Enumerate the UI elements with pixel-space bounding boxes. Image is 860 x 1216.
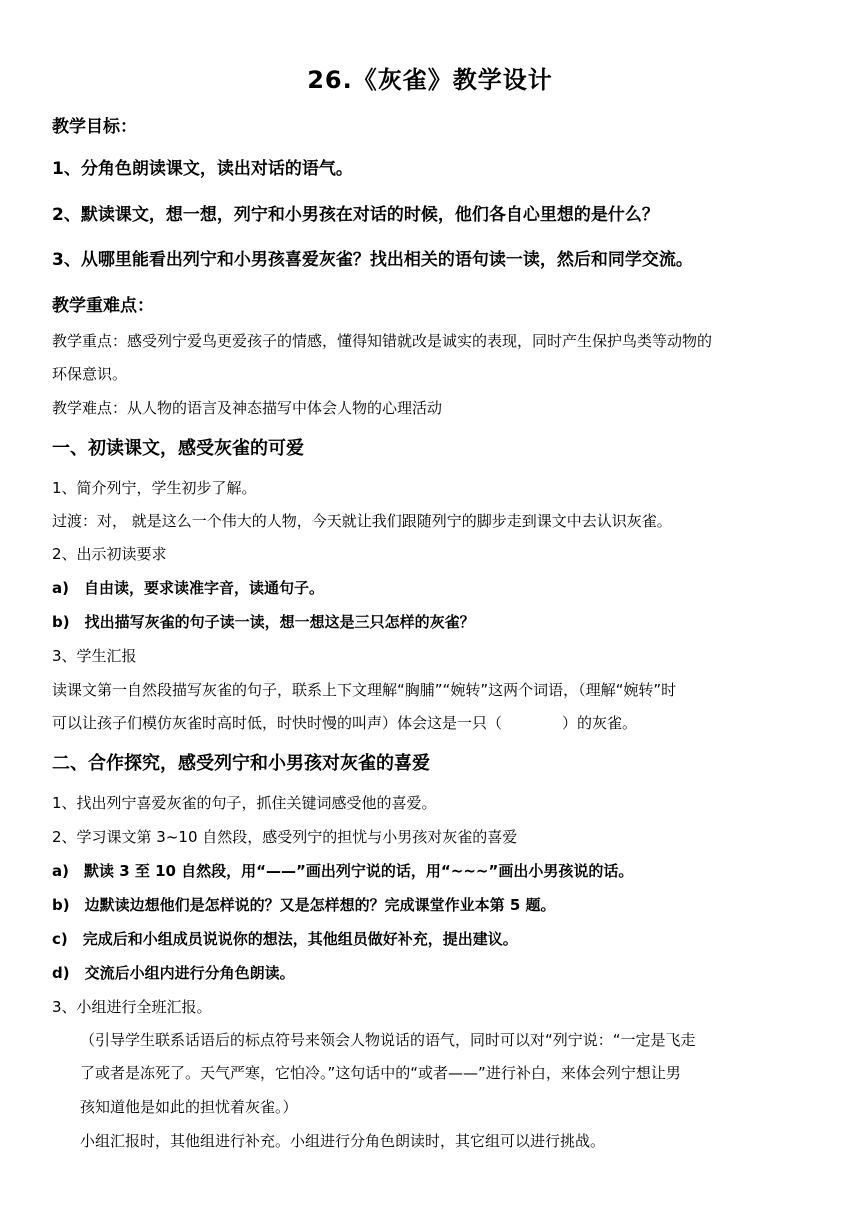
section-2-guide-line-3: 孩知道他是如此的担忧着灰雀。） <box>80 1098 298 1116</box>
section-2-sub-b: b) 边默读边想他们是怎样说的？又是怎样想的？完成课堂作业本第 5 题。 <box>52 896 556 914</box>
key-point-1-cont: 环保意识。 <box>52 365 128 383</box>
section-2-heading: 二、合作探究，感受列宁和小男孩对灰雀的喜爱 <box>52 753 430 774</box>
section-1-sub-a: a) 自由读，要求读准字音，读通句子。 <box>52 579 324 597</box>
section-2-guide-line-1: （引导学生联系话语后的标点符号来领会人物说话的语气，同时可以对“列宁说：“一定是飞走 <box>80 1031 696 1049</box>
objective-2: 2、默读课文，想一想，列宁和小男孩在对话的时候，他们各自心里想的是什么？ <box>52 205 659 225</box>
section-2-item-3: 3、小组进行全班汇报。 <box>52 998 212 1016</box>
section-2-item-1: 1、找出列宁喜爱灰雀的句子，抓住关键词感受他的喜爱。 <box>52 794 437 812</box>
key-points-heading: 教学重难点： <box>52 296 154 316</box>
section-2-item-2: 2、学习课文第 3~10 自然段，感受列宁的担忧与小男孩对灰雀的喜爱 <box>52 828 518 846</box>
section-2-sub-c: c) 完成后和小组成员说说你的想法，其他组员做好补充，提出建议。 <box>52 930 518 948</box>
objective-1: 1、分角色朗读课文，读出对话的语气。 <box>52 159 353 179</box>
section-2-closing: 小组汇报时，其他组进行补充。小组进行分角色朗读时，其它组可以进行挑战。 <box>80 1132 606 1150</box>
section-1-report-line-1: 读课文第一自然段描写灰雀的句子，联系上下文理解“胸脯”“婉转”这两个词语，（理解“婉转”时 <box>52 681 677 699</box>
section-1-item-1: 1、简介列宁，学生初步了解。 <box>52 479 257 497</box>
section-1-sub-b: b) 找出描写灰雀的句子读一读，想一想这是三只怎样的灰雀？ <box>52 613 475 631</box>
key-point-1: 教学重点：感受列宁爱鸟更爱孩子的情感，懂得知错就改是诚实的表现，同时产生保护鸟类等动物的 <box>52 332 713 350</box>
section-2-sub-d: d) 交流后小组内进行分角色朗读。 <box>52 964 295 982</box>
section-1-item-3: 3、学生汇报 <box>52 647 137 665</box>
objective-3: 3、从哪里能看出列宁和小男孩喜爱灰雀？找出相关的语句读一读，然后和同学交流。 <box>52 250 693 270</box>
section-1-heading: 一、初读课文，感受灰雀的可爱 <box>52 438 304 459</box>
key-point-2: 教学难点：从人物的语言及神态描写中体会人物的心理活动 <box>52 399 443 417</box>
objectives-heading: 教学目标： <box>52 117 137 137</box>
document-title: 26.《灰雀》教学设计 <box>307 66 553 94</box>
section-1-report-line-2: 可以让孩子们模仿灰雀时高时低，时快时慢的叫声）体会这是一只（ ）的灰雀。 <box>52 714 638 732</box>
section-2-guide-line-2: 了或者是冻死了。天气严寒，它怕冷。”这句话中的“或者——”进行补白，来体会列宁想让男 <box>80 1064 681 1082</box>
section-1-item-2: 2、出示初读要求 <box>52 545 167 563</box>
section-2-sub-a: a) 默读 3 至 10 自然段，用“——”画出列宁说的话，用“~~~”画出小男孩说的话。 <box>52 862 634 880</box>
section-1-transition: 过渡：对， 就是这么一个伟大的人物，今天就让我们跟随列宁的脚步走到课文中去认识灰雀。 <box>52 512 672 530</box>
